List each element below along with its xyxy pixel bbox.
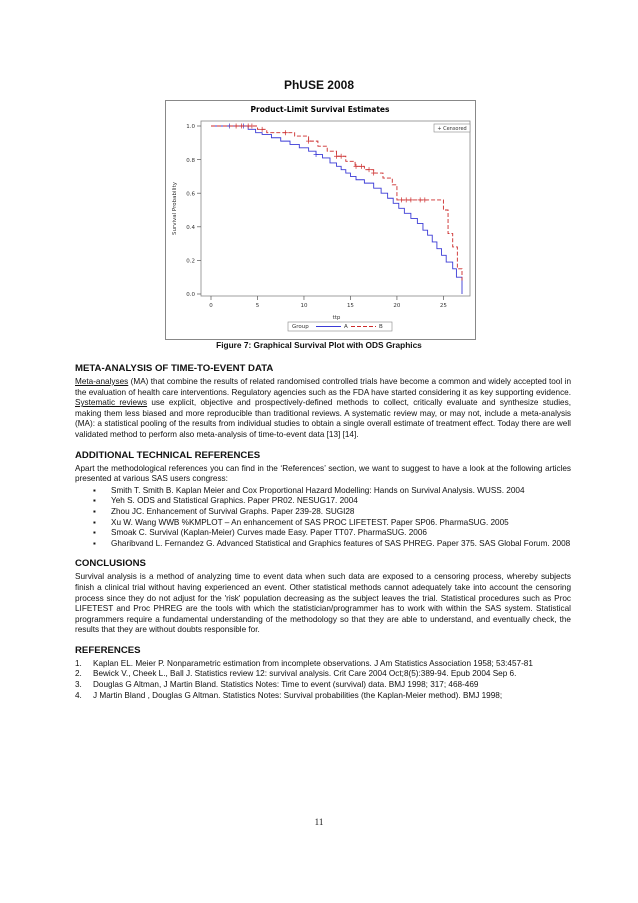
reference-number: 2. [75, 669, 82, 679]
x-tick-label: 5 [255, 303, 260, 309]
section-conclusions [75, 558, 571, 636]
reference-item [75, 680, 571, 691]
y-axis-label: Survival Probability [172, 182, 178, 235]
x-tick-label: 25 [439, 303, 447, 309]
survival-curve-B [211, 126, 462, 281]
reference-text: Bewick V., Cheek L., Ball J. Statistics review 12: survival analysis. Crit Care 2004 Oct;8(5):389-94. Epub 2004 Sep 6. [93, 669, 517, 679]
x-axis-label: ttp [332, 315, 341, 321]
reference-text: Kaplan EL. Meier P. Nonparametric estimation from incomplete observations. J Am Statistics Association 1958; 53:457-81 [93, 658, 533, 668]
reference-number: 4. [75, 690, 82, 700]
reference-number: 1. [75, 658, 82, 668]
reference-item [75, 691, 571, 702]
section-additional-references [75, 450, 571, 550]
section-heading: CONCLUSIONS [75, 558, 146, 570]
reference-list-item: ▪ Xu W. Wang WWB %KMPLOT – An enhancement of SAS PROC LIFETEST. Paper SP06. PharmaSUG. 2005 [75, 518, 571, 529]
section-heading: META-ANALYSIS OF TIME-TO-EVENT DATA [75, 363, 274, 374]
main-content [75, 363, 571, 710]
reference-list-item: ▪ Smith T. Smith B. Kaplan Meier and Cox Proportional Hazard Modelling: Hands on Survival Analysis. WUSS. 2004 [75, 486, 571, 497]
meta-analyses-link[interactable]: Meta-analyses [75, 377, 129, 386]
plot-frame [201, 121, 470, 296]
reference-list-item: ▪ Yeh S. ODS and Statistical Graphics. Paper PR02. NESUG17. 2004 [75, 496, 571, 507]
reference-item [75, 659, 571, 670]
x-tick-label: 10 [300, 303, 308, 309]
page-number: 11 [314, 817, 324, 827]
y-tick-label: 0.0 [186, 292, 195, 299]
legend-label-A: A [344, 324, 348, 330]
reference-text: Douglas G Altman, J Martin Bland. Statistics Notes: Time to event (survival) data. BMJ 1998; 317; 468-469 [93, 680, 479, 690]
reference-text: J Martin Bland , Douglas G Altman. Statistics Notes: Survival probabilities (the Kaplan-Meier method). BMJ 1998; [93, 690, 503, 700]
reference-item [75, 669, 571, 680]
y-tick-label: 0.2 [186, 258, 195, 265]
section-paragraph: Survival analysis is a method of analyzing time to event data when such data are exposed to a censoring process, whereby subjects finish a clinical trial without having experienced an event. Other statistical methods cannot adequately take into account the censoring process since they do not adjust for the 'risk' population decreasing as the subject leaves the trial. Statistical procedures such as Proc LIFETEST and Proc PHREG are the tools with which the statistician/programmer has to work with within the SAS system. Statistical programmers require a fundamental understanding of the methodology so that they are able to understand, and eventually check, the results that they are without doubts responsible for. [75, 572, 571, 635]
legend-label-B: B [379, 324, 383, 330]
reference-number: 3. [75, 680, 82, 690]
systematic-reviews-link[interactable]: Systematic reviews [75, 398, 148, 408]
y-tick-label: 1.0 [186, 124, 195, 131]
x-tick-label: 15 [346, 303, 354, 309]
section-meta-analysis [75, 363, 571, 441]
chart-title: Product-Limit Survival Estimates [250, 105, 390, 114]
y-tick-label: 0.8 [186, 157, 195, 164]
section-paragraph [75, 377, 571, 441]
references-list [75, 659, 571, 701]
section-heading: REFERENCES [75, 644, 141, 656]
section-intro: Apart the methodological references you can find in the ‘References’ section, we want to suggest to have a look at the following articles presented at various SAS users congress: [75, 463, 571, 484]
survival-chart [166, 101, 475, 339]
reference-list-item: ▪ Gharibvand L. Fernandez G. Advanced Statistical and Graphics features of SAS PHREG. Paper 375. SAS Global Forum. 2008 [75, 539, 571, 550]
y-tick-label: 0.4 [186, 225, 195, 231]
paragraph-text: use explicit, objective and prospectively-defined methods to collect, critically evaluate and synthesize studies, making them less biased and more reproducible than traditional reviews. A systematic review may, or may not, include a meta-analysis (MA): a statistical pooling of the results from individual studies to obtain a single overall estimate of treatment effect. Today there are well validated method to perform also meta-analysis of time-to-event data [13] [14]. [75, 398, 571, 439]
group-legend-title: Group [292, 324, 309, 330]
section-heading: ADDITIONAL TECHNICAL REFERENCES [75, 449, 261, 461]
x-tick-label: 0 [209, 303, 213, 309]
reference-list-item: ▪ Zhou JC. Enhancement of Survival Graphs. Paper 239-28. SUGI28 [75, 507, 571, 518]
x-tick-label: 20 [393, 303, 401, 309]
y-tick-label: 0.6 [186, 191, 195, 198]
reference-list-item: ▪ Smoak C. Survival (Kaplan-Meier) Curves made Easy. Paper TT07. PharmaSUG. 2006 [75, 528, 571, 539]
section-references [75, 645, 571, 701]
page-header-title: PhUSE 2008 [283, 78, 355, 92]
figure-caption: Figure 7: Graphical Survival Plot with ODS Graphics [216, 340, 422, 350]
survival-plot-figure [165, 100, 476, 340]
additional-references-list [75, 486, 571, 550]
paragraph-text: (MA) that combine the results of related randomised controlled trials have become a common and widely accepted tool in the evaluation of health care interventions. Regulatory agencies such as the FDA have started considering it as key supporting evidence. [75, 377, 571, 397]
censored-legend-label: + Censored [437, 126, 467, 132]
